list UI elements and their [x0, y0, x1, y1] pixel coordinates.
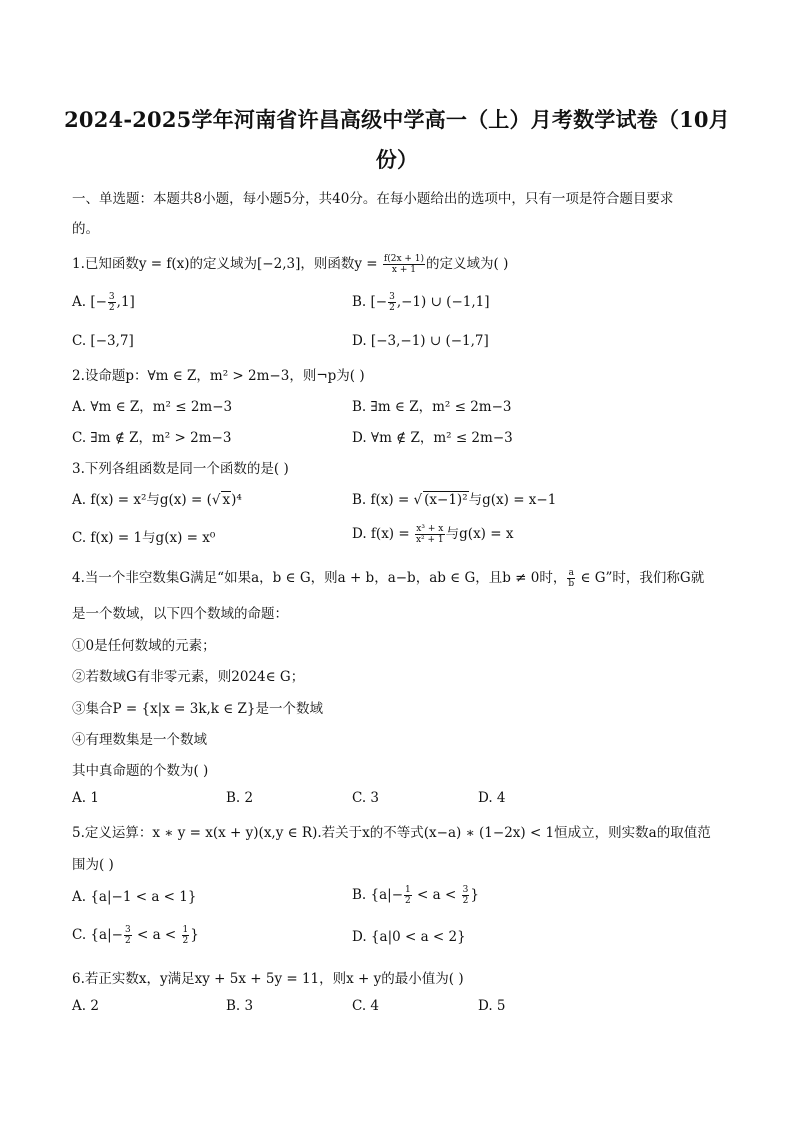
q3-d-pre: D. f(x) = [352, 526, 414, 542]
q4-question: 其中真命题的个数为( ) [72, 763, 209, 779]
q5-b-den-2: 2 [462, 896, 469, 906]
q3-b-root-sign: √ [413, 492, 423, 508]
q4-option-b: B. 2 [226, 790, 254, 806]
question-2-stem: 2.设命题p：∀m ∈ Z，m² > 2m−3，则¬p为( ) [72, 368, 365, 384]
q6-option-c: C. 4 [352, 998, 380, 1014]
title-line-1: 2024-2025学年河南省许昌高级中学高一（上）月考数学试卷（10月 [64, 107, 730, 132]
q4-fraction-denominator: b [568, 579, 575, 589]
q1-option-b [352, 292, 490, 313]
q3-option-b [352, 488, 556, 508]
q4-option-a: A. 1 [72, 790, 99, 806]
q1-b-fraction [388, 292, 396, 313]
page-title [60, 100, 734, 180]
question-5-stem: 5.定义运算：x ∗ y = x(x + y)(x,y ∈ R).若关于x的不等式(x−a) ∗ (1−2x) < 1恒成立，则实数a的取值范 [72, 825, 711, 841]
q1-fraction-numerator: f(2x + 1) [383, 254, 425, 264]
q5-option-c [72, 925, 199, 946]
q4-statement-3: ③集合P = {x|x = 3k,k ∈ Z}是一个数域 [72, 701, 324, 717]
q1-a-post: ,1] [116, 294, 135, 310]
q5-b-fraction-2 [462, 885, 470, 906]
q1-option-a [72, 292, 135, 313]
q5-b-mid: < a < [412, 887, 461, 903]
q5-c-den-2: 2 [182, 936, 189, 946]
q5-b-pre: B. {a|− [352, 887, 404, 903]
q1-stem-text-a: 1.已知函数y = f(x)的定义域为[−2,3]，则函数y = [72, 256, 382, 272]
section-heading-line-2: 的。 [72, 221, 99, 237]
q3-b-pre: B. f(x) = [352, 492, 414, 508]
q3-b-radicand: (x−1)² [424, 492, 468, 508]
q3-option-c: C. f(x) = 1与g(x) = x⁰ [72, 530, 216, 546]
q5-option-a: A. {a|−1 < a < 1} [72, 889, 197, 905]
q1-fraction [383, 254, 425, 275]
q4-stem-text-b: ∈ G”时，我们称G就 [576, 570, 705, 586]
q1-option-c: C. [−3,7] [72, 333, 134, 349]
q1-b-den: 2 [389, 303, 395, 313]
q3-d-post: 与g(x) = x [445, 526, 514, 542]
q2-option-c: C. ∃m ∉ Z，m² > 2m−3 [72, 430, 232, 446]
q5-c-mid: < a < [132, 927, 181, 943]
question-4-stem [72, 566, 704, 589]
q5-c-fraction-1 [124, 925, 132, 946]
question-5-stem-line-2: 围为( ) [72, 857, 114, 873]
q5-c-den-1: 2 [124, 936, 131, 946]
q3-a-root-sign: √ [211, 492, 221, 508]
title-line-2: 份） [375, 147, 419, 172]
q5-b-den-1: 2 [405, 896, 411, 906]
q1-b-post: ,−1) ∪ (−1,1] [396, 294, 490, 310]
q1-stem-text-b: 的定义域为( ) [426, 256, 509, 272]
q4-statement-4: ④有理数集是一个数域 [72, 732, 207, 748]
q5-c-num-1: 3 [124, 925, 131, 935]
q6-option-d: D. 5 [478, 998, 506, 1014]
question-4-stem-line-2: 是一个数域，以下四个数域的命题： [72, 606, 288, 622]
q6-option-b: B. 3 [226, 998, 254, 1014]
q1-b-num: 3 [389, 292, 395, 302]
q4-fraction-numerator: a [568, 568, 574, 578]
question-3-stem: 3.下列各组函数是同一个函数的是( ) [72, 461, 289, 477]
q5-b-post: } [470, 887, 479, 903]
q3-a-pre: A. f(x) = x²与g(x) = ( [72, 492, 212, 508]
q1-b-pre: B. [− [352, 294, 388, 310]
q5-c-fraction-2 [182, 925, 190, 946]
q3-d-den: x² + 1 [415, 535, 444, 545]
question-6-stem: 6.若正实数x，y满足xy + 5x + 5y = 11，则x + y的最小值为( ) [72, 971, 464, 987]
q2-option-d: D. ∀m ∉ Z，m² ≤ 2m−3 [352, 430, 513, 446]
q4-option-d: D. 4 [478, 790, 506, 806]
q3-option-a [72, 488, 242, 508]
q4-statement-2: ②若数域G有非零元素，则2024∈ G； [72, 669, 305, 685]
q1-fraction-denominator: x + 1 [391, 265, 416, 275]
q3-d-num: x³ + x [416, 524, 444, 534]
q1-a-fraction [108, 292, 116, 313]
q5-c-pre: C. {a|− [72, 927, 123, 943]
q3-d-fraction [415, 524, 445, 545]
q1-a-den: 2 [108, 303, 115, 313]
q1-a-num: 3 [108, 292, 115, 302]
q5-option-d: D. {a|0 < a < 2} [352, 929, 466, 945]
q4-statement-1: ①0是任何数域的元素； [72, 638, 216, 654]
q1-option-d: D. [−3,−1) ∪ (−1,7] [352, 333, 489, 349]
q2-option-b: B. ∃m ∈ Z，m² ≤ 2m−3 [352, 399, 512, 415]
q3-option-d [352, 522, 513, 545]
question-1-stem [72, 252, 508, 275]
q5-b-fraction-1 [404, 885, 412, 906]
q6-option-a: A. 2 [72, 998, 99, 1014]
q4-option-c: C. 3 [352, 790, 380, 806]
q1-a-pre: A. [− [72, 294, 107, 310]
q5-c-post: } [190, 927, 199, 943]
q2-option-a: A. ∀m ∈ Z，m² ≤ 2m−3 [72, 399, 233, 415]
q5-option-b [352, 885, 479, 906]
q5-c-num-2: 1 [182, 925, 189, 935]
q4-fraction [567, 568, 575, 589]
q3-a-radicand: x [222, 492, 231, 508]
q3-a-post: )⁴ [231, 492, 242, 508]
q5-b-num-1: 1 [405, 885, 411, 895]
q4-stem-text-a: 4.当一个非空数集G满足“如果a，b ∈ G，则a + b，a−b，ab ∈ G，且b ≠ 0时， [72, 570, 567, 586]
q3-b-post: 与g(x) = x−1 [468, 492, 557, 508]
q5-b-num-2: 3 [462, 885, 469, 895]
section-heading-line-1: 一、单选题：本题共8小题，每小题5分，共40分。在每小题给出的选项中，只有一项是符合题目要求 [72, 191, 674, 207]
